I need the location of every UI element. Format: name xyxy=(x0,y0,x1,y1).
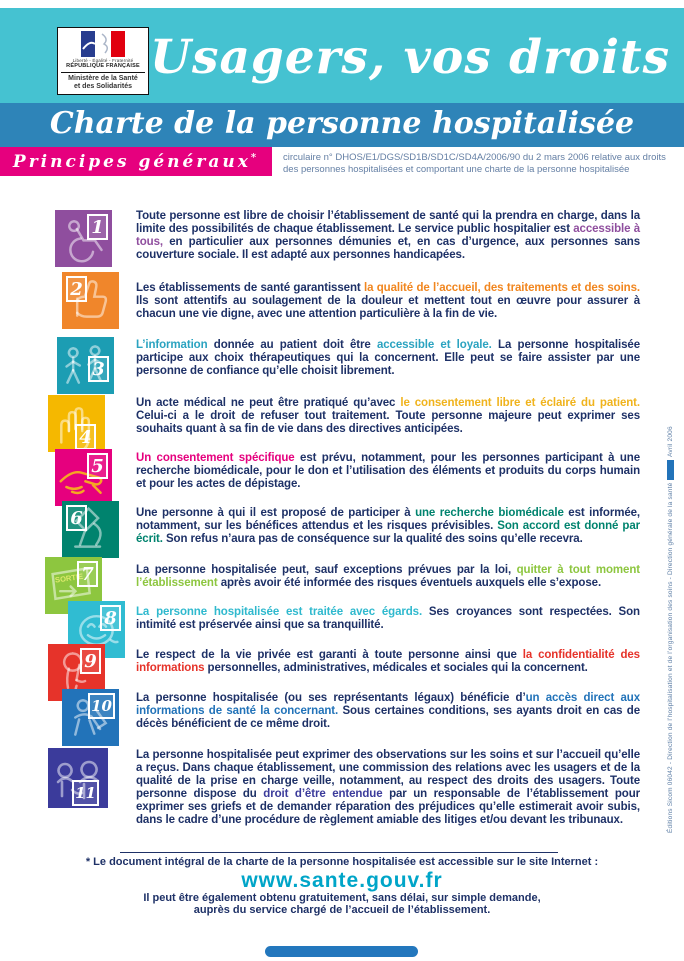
principle-text: Un consentement spécifique est prévu, notamment, pour les personnes participant à une recherche biomédicale, pour le don et l’utilisation des éléments et produits du corps humain et pour les actes de dépistage. xyxy=(136,452,640,490)
page-subtitle: Charte de la personne hospitalisée xyxy=(49,106,635,141)
dgs-badge-icon xyxy=(667,460,674,480)
footer-note: * Le document intégral de la charte de la personne hospitalisée est accessible sur le site Internet : xyxy=(85,856,599,868)
item-number: 8 xyxy=(100,605,121,631)
website-link[interactable]: www.sante.gouv.fr xyxy=(241,869,443,892)
principle-text: La personne hospitalisée (ou ses représentants légaux) bénéficie d’un accès direct aux informations de santé la concernant. Sous certaines conditions, ses ayants droit en cas de décès bénéficient de ce même droit. xyxy=(136,692,641,730)
principle-text: La personne hospitalisée peut, sauf exceptions prévues par la loi, quitter à tout moment l’établissement après avoir été informée des risques éventuels auxquels elle s’expose. xyxy=(136,564,640,589)
principle-text: Toute personne est libre de choisir l’établissement de santé qui la prendra en charge, dans la limite des possibilités de chaque établissement. Le service public hospitalier est accessible à tous, en particulier aux personnes démunies et, en cas d’urgence, aux personnes sans couverture sociale. Il est adapté aux personnes handicapées. xyxy=(136,210,640,261)
thumbs-up-icon xyxy=(62,272,119,329)
principle-text: Les établissements de santé garantissent la qualité de l’accueil, des traitements et des soins. Ils sont attentifs au soulagement de la douleur et mettent tout en œuvre pour assurer à chacun une vie digne, avec une attention particulière à la fin de vie. xyxy=(136,282,640,320)
item-number: 4 xyxy=(75,424,96,450)
hands-icon xyxy=(48,395,105,452)
french-flag-icon xyxy=(81,31,125,57)
item-number: 11 xyxy=(72,780,99,806)
item-number: 9 xyxy=(80,648,101,674)
item-number: 10 xyxy=(88,693,115,719)
ministry-name: Ministère de la Santé et des Solidarités xyxy=(68,75,138,90)
handshake-icon xyxy=(55,449,112,506)
item-number: 7 xyxy=(77,561,98,587)
principle-text: Un acte médical ne peut être pratiqué qu’avec le consentement libre et éclairé du patient. Celui-ci a le droit de refuser tout traitement. Toute personne majeure peut exprimer ses souhaits quant à sa fin de vie dans des directives anticipées. xyxy=(136,397,640,435)
principle-text: La personne hospitalisée est traitée avec égards. Ses croyances sont respectées. Son intimité est préservée ainsi que sa tranquillité. xyxy=(136,606,640,631)
principle-text: Une personne à qui il est proposé de participer à une recherche biomédicale est informée, notamment, sur les bénéfices attendus et les risques prévisibles. Son accord est donné par écrit. Son refus n’aura pas de conséquence sur la qualité des soins qu’elle recevra. xyxy=(136,507,640,545)
bottom-blue-bar xyxy=(265,946,418,957)
footer-line2: auprès du service chargé de l’accueil de l’établissement. xyxy=(193,904,491,916)
principles-banner xyxy=(0,147,272,176)
circular-reference: circulaire n° DHOS/E1/DGS/SD1B/SD1C/SD4A/2006/90 du 2 mars 2006 relative aux droits des personnes hospitalisées et comportant une charte de la personne hospitalisée xyxy=(283,152,666,175)
item-number: 6 xyxy=(66,505,87,531)
footer-line1: Il peut être également obtenu gratuitement, sans délai, sur simple demande, xyxy=(143,892,541,904)
wheelchair-icon xyxy=(55,210,112,267)
principle-text: La personne hospitalisée peut exprimer des observations sur les soins et sur l’accueil qu’elle a reçus. Dans chaque établissement, une commission des relations avec les usagers et de la qualité de la prise en charge veille, notamment, au respect des droits des usagers. Toute personne dispose du droit d’être entendue par un responsable de l’établissement pour exprimer ses griefs et de demander réparation des préjudices qu’elle estimerait avoir subis, dans le cadre d’une procédure de règlement amiable des litiges et/ou devant les tribunaux. xyxy=(136,749,640,826)
principles-banner-label: Principes généraux* xyxy=(12,151,260,172)
item-number: 3 xyxy=(88,356,109,382)
principle-text: Le respect de la vie privée est garanti à toute personne ainsi que la confidentialité des informations personnelles, administratives, médicales et sociales qui la concernent. xyxy=(136,649,640,674)
motto-text: Liberté - Égalité - Fraternité xyxy=(72,58,134,63)
svg-text:SORTIE: SORTIE xyxy=(54,571,84,585)
microscope-icon xyxy=(62,501,119,558)
item-number: 2 xyxy=(66,276,87,302)
principle-text: L’information donnée au patient doit être accessible et loyale. La personne hospitalisée participe aux choix thérapeutiques qui la concernent. Elle peut se faire assister par une personne de confiance qu’elle choisit librement. xyxy=(136,339,640,377)
reading-person-icon xyxy=(62,689,119,746)
page-title: Usagers, vos droits xyxy=(150,30,671,85)
talking-people-icon xyxy=(48,748,108,808)
item-number: 5 xyxy=(87,453,108,479)
walking-people-icon xyxy=(57,337,114,394)
logo-divider xyxy=(61,72,145,73)
footer-divider xyxy=(120,852,558,853)
item-number: 1 xyxy=(87,214,108,240)
ministry-logo xyxy=(57,27,149,95)
edition-credit: Éditions Sicom 06042 - Direction de l’hospitalisation et de l’organisation des soins - Direction générale de la santé Avril 2006 xyxy=(667,425,674,833)
republic-text: RÉPUBLIQUE FRANÇAISE xyxy=(66,63,140,69)
